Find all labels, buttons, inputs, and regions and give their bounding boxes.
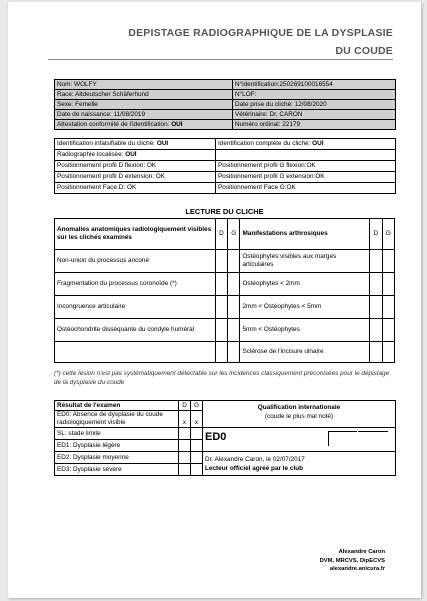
attestation-label: Attestation conformité de l'identification: <box>57 120 170 128</box>
lecture-cell <box>215 342 227 363</box>
lecture-cell <box>215 250 227 273</box>
check-id-infalsifiable: Identification infalsifiable du cliché: OUI <box>55 139 216 150</box>
lecture-cell <box>382 273 394 296</box>
lecture-cell <box>215 319 227 342</box>
signature-site: alexandre.anicura.fr <box>329 566 385 573</box>
checks-table <box>54 138 396 194</box>
result-row-ed2: ED2: Dysplasie moyenne <box>55 452 179 464</box>
signature-name: Alexandre Caron <box>338 549 385 555</box>
lecture-cell <box>382 319 394 342</box>
lecture-cell <box>382 342 394 363</box>
grade-box-line <box>358 431 388 446</box>
result-cell <box>191 464 203 476</box>
lecture-row-left: Non-union du processus anconé <box>55 250 216 273</box>
result-cell <box>191 440 203 452</box>
check-face-d: Positionnement Face D: OK <box>55 183 216 194</box>
check-empty <box>216 150 396 161</box>
lecture-table <box>54 218 395 363</box>
lecture-heading: LECTURE DU CLICHE <box>185 207 264 216</box>
result-cell <box>191 452 203 464</box>
result-col-d: D <box>179 401 191 411</box>
lecture-cell <box>228 342 240 363</box>
check-pos-d-extension: Positionnement profil D extension: OK <box>55 172 216 183</box>
birth-date: Date de naissance: 11/08/2019 <box>55 110 233 120</box>
sex: Sexe: Femelle <box>55 100 233 110</box>
grade-cell <box>203 428 396 452</box>
lecture-cell <box>228 296 240 319</box>
result-col-g: G <box>191 401 203 411</box>
official-reader: Lecteur officiel agréé par le club <box>205 464 304 472</box>
result-cell <box>179 452 191 464</box>
lecture-row-right: Ostéophytes < 2mm <box>240 273 370 296</box>
reader-cell <box>203 452 396 476</box>
lecture-col-g: G <box>228 219 240 250</box>
breed: Race: Altdeutscher Schäferhund <box>55 90 233 100</box>
result-table <box>54 400 396 476</box>
check-pos-g-flexion: Positionnement profil G flexion:OK <box>216 161 396 172</box>
result-cell <box>179 440 191 452</box>
title-rule <box>48 59 393 60</box>
grade-box <box>328 431 357 446</box>
qualification-subtitle: (coude le plus mal noté) <box>264 413 334 420</box>
attestation <box>55 120 233 130</box>
lecture-col-d2: D <box>370 219 382 250</box>
dog-name: Nom: WOLFY <box>55 80 233 90</box>
lecture-cell <box>215 273 227 296</box>
lof-number: N°LOF: <box>233 90 396 100</box>
signature-block <box>248 548 385 574</box>
lecture-cell <box>382 250 394 273</box>
lecture-cell <box>228 273 240 296</box>
xray-date: Date prise du cliché: 12/08/2020 <box>233 100 396 110</box>
lecture-cell <box>370 342 382 363</box>
lecture-cell <box>228 319 240 342</box>
result-row-ed1: ED1: Dysplasie légère <box>55 440 179 452</box>
result-cell <box>179 464 191 476</box>
document-title: DEPISTAGE RADIOGRAPHIQUE DE LA DYSPLASIE <box>128 27 393 39</box>
result-cell <box>179 428 191 440</box>
lecture-col-d: D <box>215 219 227 250</box>
document-title-line2: DU COUDE <box>335 45 393 57</box>
lecture-col-g2: G <box>382 219 394 250</box>
check-radio-localisee: Radiographie localisée: OUI <box>55 150 216 161</box>
lecture-row-right: Sclérose de l'incisure ulnaire <box>240 342 370 363</box>
qualification-header <box>203 401 396 428</box>
lecture-col-manifestations: Manifestations arthrosiques <box>240 219 370 250</box>
check-pos-d-flexion: Positionnement profil D flexion: OK <box>55 161 216 172</box>
result-row-sl: SL: stade limite <box>55 428 179 440</box>
lecture-col-anomalies: Anomalies anatomiques radiologiquement visibles sur les clichés examinés <box>55 219 216 250</box>
footnote: (*) cette lésion n'est pas systématiquement détectable sur les incidences classiquement préconisées pour le dépistage de la dysplasie du coude <box>54 370 390 386</box>
result-col-label: Résultat de l'examen <box>55 401 179 411</box>
lecture-row-left <box>55 342 216 363</box>
result-row-ed0: ED0: Absence de dysplasie du coude radiologiquement visible <box>55 411 179 428</box>
result-row-ed3: ED3: Dysplasie sévère <box>55 464 179 476</box>
lecture-cell <box>370 250 382 273</box>
lecture-cell <box>370 273 382 296</box>
check-id-complete: Identification complète du cliché: OUI <box>216 139 396 150</box>
identification-number: N°identification:250269100016554 <box>233 80 396 90</box>
identification-table <box>54 79 396 130</box>
grade-value: ED0 <box>205 431 227 443</box>
check-pos-g-extension: Positionnement profil G extension:OK <box>216 172 396 183</box>
mark-g: x <box>191 411 203 428</box>
lecture-cell <box>370 296 382 319</box>
check-face-g: Positionnement Face G:OK <box>216 183 396 194</box>
lecture-row-right: 5mm < Ostéophytes <box>240 319 370 342</box>
signed-by: Dr. Alexandre Caron, le 02/07/2017 <box>205 455 305 463</box>
result-cell <box>191 428 203 440</box>
veterinarian: Vétérinaire: Dr. CARON <box>233 110 396 120</box>
lecture-row-right: 2mm < Ostéophytes < 5mm <box>240 296 370 319</box>
lecture-cell <box>370 319 382 342</box>
lecture-row-left: Fragmentation du processus coronoïde (*) <box>55 273 216 296</box>
qualification-title: Qualification internationale <box>257 404 341 411</box>
signature-titles: DVM, MRCVS, DipECVS <box>319 557 385 564</box>
lecture-cell <box>215 296 227 319</box>
lecture-cell <box>228 250 240 273</box>
lecture-cell <box>382 296 394 319</box>
attestation-value: OUI <box>171 120 183 128</box>
lecture-row-left: Ostéochondrite disséquante du condyle huméral <box>55 319 216 342</box>
lecture-row-left: Incongruence articulaire <box>55 296 216 319</box>
lecture-row-right: Ostéophytes visibles aux marges articulaires <box>240 250 370 273</box>
ordinal-number: Numéro ordinal: 22179 <box>233 120 396 130</box>
document-page <box>8 2 421 598</box>
mark-d: x <box>179 411 191 428</box>
